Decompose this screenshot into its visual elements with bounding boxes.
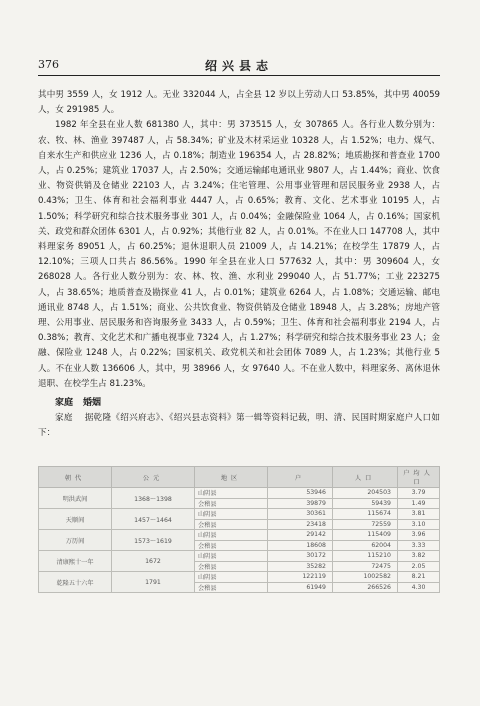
- households-cell: 53946: [268, 488, 333, 499]
- population-cell: 266526: [333, 582, 398, 593]
- households-cell: 39879: [268, 498, 333, 509]
- col-dynasty: 朝代: [39, 467, 112, 488]
- page-number: 376: [38, 58, 59, 71]
- population-cell: 204503: [333, 488, 398, 499]
- avg-cell: 3.81: [398, 509, 440, 520]
- table-row: [39, 488, 440, 499]
- paragraph: 1982 年全县在业人数 681380 人，其中：男 373515 人，女 307865 人。各行业人数分别为：农、牧、林、渔业 397487 人，占 58.34%；矿业及木材采运业 10328 人，占 1.52%；电力、煤气、自来水生产和供应业 1236 人，占 0.18%；制造业 196354 人，占 28.82%；地质勘探和普查业 1700 人，占 0.25%；建筑业 17037 人，占 2.50%；交通运输邮电通讯业 9807 人，占 1.44%；商业、饮食业、物资供销及仓储业 22103 人，占 3.24%；住宅管理、公用事业管理和居民服务业 2938 人，占 0.43%；卫生、体育和社会福利事业 4447 人，占 0.65%；教育、文化、艺术事业 10195 人，占 1.50%；科学研究和综合技术服务事业 301 人，占 0.04%；金融保险业 1064 人，占 0.16%；国家机关、政党和群众团体 6301 人，占 0.92%；其他行业 82 人，占 0.01%。不在业人口 147708 人，其中料理家务 89051 人，占 60.25%；退休退职人员 21009 人，占 14.21%；在校学生 17879 人，占 12.10%；三项人口共占 86.56%。1990 年全县在业人口 577632 人，其中：男 309604 人，女 268028 人。各行业人数分别为：农、林、牧、渔、水利业 299040 人，占 51.77%；工业 223275 人，占 38.65%；地质普查及勘探业 41 人，占 0.01%；建筑业 6264 人，占 1.08%；交通运输、邮电通讯业 8748 人，占 1.51%；商业、公共饮食业、物资供销及仓储业 18948 人，占 3.28%；房地产管理、公用事业、居民服务和咨询服务业 3433 人，占 0.59%；卫生、体育和社会福利事业 2194 人，占 0.38%；教育、文化艺术和广播电视事业 7324 人，占 1.27%；科学研究和综合技术服务事业 23 人；金融、保险业 1248 人，占 0.22%；国家机关、政党机关和社会团体 7089 人，占 1.23%；其他行业 5 人。不在业人数 136606 人，其中，男 38966 人，女 97640 人。不在业人数中，料理家务、离休退休退职、在校学生占 81.23%。: [38, 120, 440, 389]
- area-cell: 山阴县: [195, 572, 268, 583]
- year-cell: 1573～1619: [112, 530, 195, 551]
- avg-cell: 3.10: [398, 519, 440, 530]
- households-cell: 18608: [268, 540, 333, 551]
- year-cell: 1368～1398: [112, 488, 195, 509]
- population-cell: 72559: [333, 519, 398, 530]
- area-cell: 山阴县: [195, 530, 268, 541]
- table-row: [39, 530, 440, 541]
- avg-cell: 3.96: [398, 530, 440, 541]
- area-cell: 会稽县: [195, 498, 268, 509]
- col-avg: 户均人口: [398, 467, 440, 488]
- area-cell: 会稽县: [195, 561, 268, 572]
- dynasty-cell: 天顺间: [39, 509, 112, 530]
- population-cell: 62004: [333, 540, 398, 551]
- population-cell: 115210: [333, 551, 398, 562]
- page-header: [38, 58, 440, 76]
- avg-cell: 4.30: [398, 582, 440, 593]
- population-cell: 72475: [333, 561, 398, 572]
- avg-cell: 3.79: [398, 488, 440, 499]
- section-title-family: 家庭: [55, 398, 74, 409]
- section-title-marriage: 婚姻: [83, 398, 102, 409]
- dynasty-cell: 万历间: [39, 530, 112, 551]
- population-cell: 59439: [333, 498, 398, 509]
- area-cell: 会稽县: [195, 582, 268, 593]
- lead-label: 家庭: [55, 413, 73, 424]
- header-rule: [38, 75, 440, 76]
- area-cell: 山阴县: [195, 551, 268, 562]
- dynasty-cell: 清康熙十一年: [39, 551, 112, 572]
- population-cell: 1002582: [333, 572, 398, 583]
- households-cell: 30172: [268, 551, 333, 562]
- paragraph: 其中男 3559 人，女 1912 人。无业 332044 人，占全县 12 岁以上劳动人口 53.85%，其中男 40059 人，女 291985 人。: [38, 90, 440, 116]
- avg-cell: 2.05: [398, 561, 440, 572]
- col-year: 公元: [112, 467, 195, 488]
- table-row: [39, 572, 440, 583]
- households-cell: 30361: [268, 509, 333, 520]
- households-cell: 35282: [268, 561, 333, 572]
- year-cell: 1791: [112, 572, 195, 593]
- household-table: [38, 466, 440, 593]
- table-row: [39, 509, 440, 520]
- households-cell: 61949: [268, 582, 333, 593]
- households-cell: 122119: [268, 572, 333, 583]
- households-cell: 23418: [268, 519, 333, 530]
- avg-cell: 3.82: [398, 551, 440, 562]
- area-cell: 会稽县: [195, 519, 268, 530]
- year-cell: 1672: [112, 551, 195, 572]
- households-cell: 29142: [268, 530, 333, 541]
- dynasty-cell: 明洪武间: [39, 488, 112, 509]
- table-header-row: [39, 467, 440, 488]
- avg-cell: 8.21: [398, 572, 440, 583]
- dynasty-cell: 乾隆五十六年: [39, 572, 112, 593]
- lead-paragraph: [38, 411, 440, 441]
- book-title: 绍兴县志: [204, 59, 273, 73]
- section-heading: [38, 396, 440, 411]
- body-text: [38, 88, 440, 442]
- table-body: [39, 488, 440, 593]
- area-cell: 山阴县: [195, 488, 268, 499]
- avg-cell: 1.49: [398, 498, 440, 509]
- population-cell: 115674: [333, 509, 398, 520]
- avg-cell: 3.33: [398, 540, 440, 551]
- year-cell: 1457～1464: [112, 509, 195, 530]
- population-cell: 115409: [333, 530, 398, 541]
- col-area: 地区: [195, 467, 268, 488]
- col-population: 人口: [333, 467, 398, 488]
- lead-text: 据乾隆《绍兴府志》、《绍兴县志资料》第一辑等资料记载，明、清、民国时期家庭户人口如下：: [38, 413, 440, 439]
- table-row: [39, 551, 440, 562]
- area-cell: 山阴县: [195, 509, 268, 520]
- area-cell: 会稽县: [195, 540, 268, 551]
- col-households: 户: [268, 467, 333, 488]
